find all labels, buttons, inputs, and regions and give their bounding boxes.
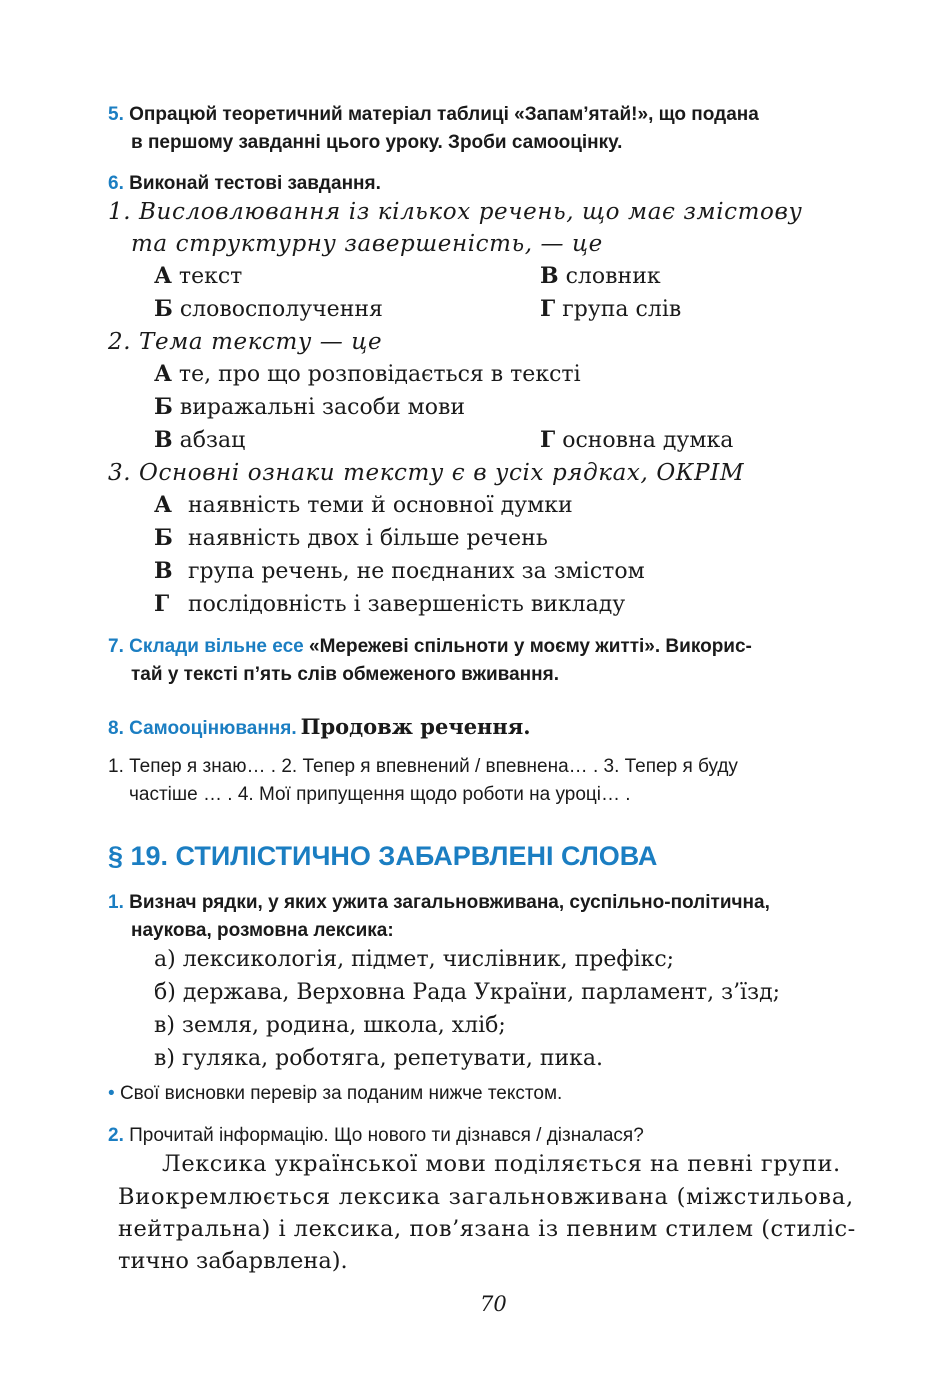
q2-option-a: [154, 361, 581, 387]
section-task-1-number: 1.: [108, 892, 124, 913]
q1-option-h: [540, 296, 681, 322]
bullet-icon: •: [108, 1083, 115, 1104]
task-5-line-2: в першому завданні цього уроку. Зроби самооцінку.: [131, 132, 623, 153]
q2-option-h: [540, 427, 733, 453]
section-task-2-number: 2.: [108, 1125, 124, 1146]
option-text: група слів: [562, 297, 682, 322]
task-5-number: 5.: [108, 104, 124, 125]
q3-option-a: [154, 492, 573, 518]
section-task-1-line-2: наукова, розмовна лексика:: [131, 920, 394, 941]
option-text: словник: [565, 264, 661, 289]
option-letter: В: [540, 263, 559, 289]
option-text: словосполучення: [179, 297, 383, 322]
task-7-label: 7. Склади вільне есе: [108, 636, 304, 657]
paragraph-line-2: Виокремлюється лексика загальновживана (міжстильова,: [118, 1184, 854, 1210]
option-letter: В: [154, 558, 173, 584]
option-letter: Г: [154, 591, 170, 617]
lexis-row-b: б) держава, Верховна Рада України, парламент, з’їзд;: [154, 980, 781, 1005]
q1-option-a: [154, 263, 242, 289]
option-letter: Б: [154, 296, 173, 322]
option-letter: А: [154, 492, 172, 518]
question-2-line-1: 2. Тема тексту — це: [108, 329, 383, 355]
option-letter: Г: [540, 296, 556, 322]
task-7-line-2: тай у тексті п’ять слів обмеженого вживання.: [131, 664, 559, 685]
lexis-row-a: а) лексикологія, підмет, числівник, префікс;: [154, 947, 675, 972]
task-8-line-2: частіше … . 4. Мої припущення щодо роботи на уроці… .: [129, 784, 631, 805]
task-8-heading: [108, 714, 531, 743]
section-task-1-text-1: Визнач рядки, у яких ужита загальновживана, суспільно-політична,: [129, 892, 770, 913]
option-letter: А: [154, 361, 172, 387]
section-task-1-line-1: [108, 889, 770, 917]
q3-option-v: [154, 558, 645, 584]
task-6-text: Виконай тестові завдання.: [129, 173, 381, 194]
task-8-line-1: 1. Тепер я знаю… . 2. Тепер я впевнений / впевнена… . 3. Тепер я буду: [108, 756, 738, 777]
question-3-line-1: 3. Основні ознаки тексту є в усіх рядках, ОКРІМ: [108, 460, 745, 486]
conclusion-note-text: Свої висновки перевір за поданим нижче текстом.: [119, 1083, 563, 1104]
task-8-label: 8. Самооцінювання.: [108, 718, 297, 739]
option-letter: А: [154, 263, 172, 289]
task-5-line-1: [108, 101, 759, 129]
task-7-line-1: [108, 633, 752, 661]
section-task-2-heading: [108, 1122, 644, 1150]
task-7-text-1: «Мережеві спільноти у моєму житті». Викорис-: [309, 636, 752, 657]
option-text: текст: [178, 264, 243, 289]
lexis-row-v1: в) земля, родина, школа, хліб;: [154, 1013, 506, 1038]
conclusion-note: [108, 1080, 562, 1108]
q1-option-v: [540, 263, 661, 289]
page-number: 70: [480, 1292, 507, 1316]
task-6-heading: [108, 170, 381, 198]
option-text: виражальні засоби мови: [179, 395, 466, 420]
q1-option-b: [154, 296, 383, 322]
task-5-text-1: Опрацюй теоретичний матеріал таблиці «Запам’ятай!», що подана: [129, 104, 759, 125]
section-task-2-text: Прочитай інформацію. Що нового ти дізнався / дізналася?: [129, 1125, 644, 1146]
question-1-line-2: та структурну завершеність, — це: [131, 231, 603, 257]
option-text: наявність теми й основної думки: [188, 493, 573, 518]
option-letter: Б: [154, 525, 173, 551]
q3-option-b: [154, 525, 548, 551]
option-text: основна думка: [562, 428, 734, 453]
task-6-number: 6.: [108, 173, 124, 194]
option-letter: Г: [540, 427, 556, 453]
option-letter: В: [154, 427, 173, 453]
question-1-line-1: 1. Висловлювання із кількох речень, що має змістову: [108, 199, 803, 225]
q3-option-h: [154, 591, 625, 617]
paragraph-line-1: Лексика української мови поділяється на певні групи.: [162, 1151, 841, 1177]
section-title: § 19. СТИЛІСТИЧНО ЗАБАРВЛЕНІ СЛОВА: [108, 841, 658, 871]
option-text: наявність двох і більше речень: [188, 526, 548, 551]
option-text: група речень, не поєднаних за змістом: [188, 559, 645, 584]
paragraph-line-3: нейтральна) і лексика, пов’язана із певним стилем (стиліс-: [118, 1216, 856, 1242]
task-8-instruction: Продовж речення.: [300, 714, 531, 739]
paragraph-line-4: тично забарвлена).: [118, 1248, 348, 1274]
option-text: те, про що розповідається в тексті: [178, 362, 581, 387]
q2-option-v: [154, 427, 245, 453]
q2-option-b: [154, 394, 465, 420]
option-letter: Б: [154, 394, 173, 420]
lexis-row-v2: в) гуляка, роботяга, репетувати, пика.: [154, 1046, 604, 1071]
option-text: послідовність і завершеність викладу: [188, 592, 626, 617]
option-text: абзац: [179, 428, 246, 453]
